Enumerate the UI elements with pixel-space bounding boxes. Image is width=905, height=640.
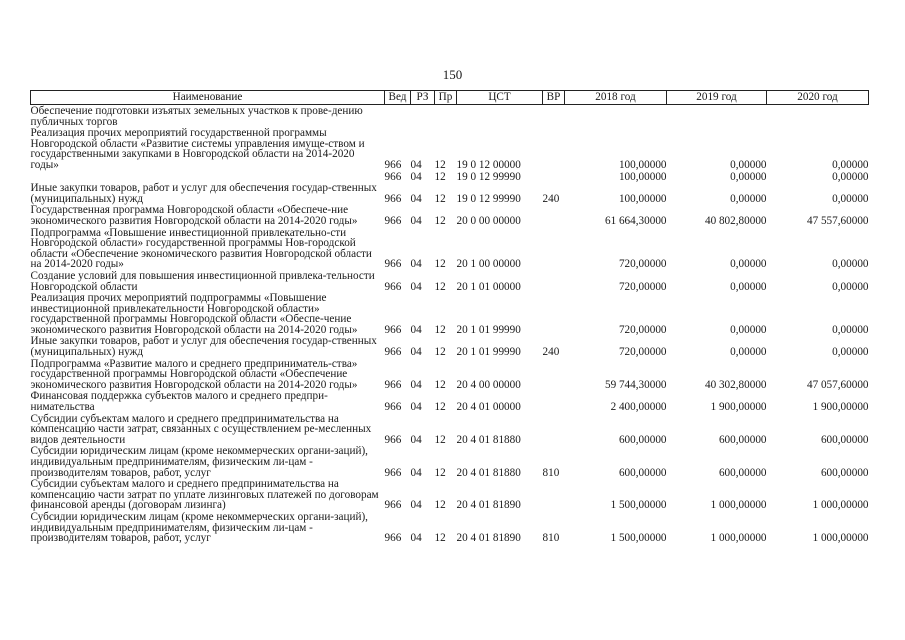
row-2019: 0,00000 [730, 158, 767, 171]
row-pr: 12 [434, 378, 446, 391]
row-2019: 600,00000 [718, 433, 767, 446]
row-rz: 04 [410, 214, 422, 227]
row-name: Реализация прочих мероприятий подпрограммы «Повышение инвестиционной привлекательности Новгородской области» государственной программы Новгородской области «Обеспе-чение экономического развития Новгородской области на 2014-2020 годы» [30, 292, 358, 336]
row-2019: 0,00000 [730, 323, 767, 336]
row-pr: 12 [434, 433, 446, 446]
header-2019: 2019 год [667, 91, 767, 105]
row-vr [543, 292, 565, 335]
row-2019 [667, 105, 767, 128]
table-row [31, 511, 869, 544]
row-2018: 600,00000 [618, 466, 667, 479]
row-name: Реализация прочих мероприятий государственной программы Новгородской области «Развитие системы управления имуще-ством и государственными закупками в Новгородской области на 2014-2020 годы» [30, 127, 365, 171]
row-2020: 47 557,60000 [806, 214, 869, 227]
row-rz: 04 [410, 378, 422, 391]
row-2020: 0,00000 [832, 346, 869, 359]
row-cst: 20 0 00 00000 [456, 214, 521, 227]
row-pr: 12 [434, 532, 446, 545]
row-2020: 0,00000 [832, 170, 869, 183]
row-pr: 12 [434, 158, 446, 171]
row-vr [543, 270, 565, 292]
table-row [31, 335, 869, 357]
row-name: Субсидии субъектам малого и среднего предпринимательства на компенсацию части затрат, связанных с осуществлением ре-месленных видов деятельности [30, 412, 372, 446]
row-name: Иные закупки товаров, работ и услуг для обеспечения государ-ственных (муниципальных) нужд [30, 182, 377, 205]
row-pr: 12 [434, 323, 446, 336]
row-rz [411, 105, 435, 128]
row-ved: 966 [384, 532, 402, 545]
row-2020: 0,00000 [832, 323, 869, 336]
row-cst: 20 1 00 00000 [456, 258, 521, 271]
row-2018: 720,00000 [618, 323, 667, 336]
row-rz: 04 [410, 258, 422, 271]
table-row [31, 171, 869, 183]
row-2018: 720,00000 [618, 280, 667, 293]
row-rz: 04 [410, 170, 422, 183]
row-2020: 0,00000 [832, 158, 869, 171]
table-row [31, 182, 869, 204]
row-vr [543, 204, 565, 226]
row-rz: 04 [410, 346, 422, 359]
row-2018: 600,00000 [618, 433, 667, 446]
row-vr: 240 [542, 192, 560, 205]
row-2018: 1 500,00000 [610, 499, 667, 512]
row-rz: 04 [410, 532, 422, 545]
row-pr: 12 [434, 346, 446, 359]
row-2019: 40 802,80000 [704, 214, 767, 227]
header-cst: ЦСТ [457, 91, 543, 105]
table-body [31, 105, 869, 544]
header-vr: ВР [543, 91, 565, 105]
row-rz: 04 [410, 192, 422, 205]
row-2019: 1 000,00000 [710, 532, 767, 545]
row-2020: 0,00000 [832, 192, 869, 205]
header-2020: 2020 год [767, 91, 869, 105]
row-name: Государственная программа Новгородской области «Обеспече-ние экономического развития Новгородской области на 2014-2020 годы» [30, 204, 358, 227]
table-row [31, 390, 869, 412]
row-ved: 966 [384, 378, 402, 391]
row-cst: 20 4 01 81880 [456, 466, 521, 479]
row-cst [457, 105, 543, 128]
row-2019: 0,00000 [730, 170, 767, 183]
row-cst: 20 4 01 81890 [456, 499, 521, 512]
row-cst: 20 1 01 00000 [456, 280, 521, 293]
row-ved: 966 [384, 170, 402, 183]
row-2020: 1 900,00000 [812, 401, 869, 414]
page-number: 150 [442, 67, 463, 82]
row-cst: 20 4 01 00000 [456, 401, 521, 414]
table-header-row [31, 91, 869, 105]
row-name: Субсидии юридическим лицам (кроме некоммерческих органи-заций), индивидуальным предпринимателям, физическим ли-цам - производителям товаров, работ, услуг [30, 445, 368, 479]
row-2019: 1 000,00000 [710, 499, 767, 512]
header-name: Наименование [31, 91, 385, 105]
row-ved: 966 [384, 214, 402, 227]
header-rz: РЗ [411, 91, 435, 105]
table-row [31, 445, 869, 478]
row-pr: 12 [434, 466, 446, 479]
row-vr [543, 171, 565, 183]
row-rz: 04 [410, 280, 422, 293]
row-vr [543, 413, 565, 446]
table-row [31, 292, 869, 335]
row-ved: 966 [384, 401, 402, 414]
row-cst: 20 1 01 99990 [456, 346, 521, 359]
row-name [31, 171, 385, 183]
row-2018: 100,00000 [618, 170, 667, 183]
row-vr: 240 [542, 346, 560, 359]
row-2018: 720,00000 [618, 258, 667, 271]
row-cst: 20 1 01 99990 [456, 323, 521, 336]
row-ved: 966 [384, 192, 402, 205]
row-rz: 04 [410, 499, 422, 512]
row-cst: 20 4 00 00000 [456, 378, 521, 391]
row-rz: 04 [410, 323, 422, 336]
row-2018: 1 500,00000 [610, 532, 667, 545]
row-vr [543, 127, 565, 170]
row-2020: 47 057,60000 [806, 378, 869, 391]
row-cst: 19 0 12 99990 [456, 170, 521, 183]
row-rz: 04 [410, 466, 422, 479]
row-ved: 966 [384, 323, 402, 336]
row-2019: 0,00000 [730, 258, 767, 271]
row-name: Иные закупки товаров, работ и услуг для обеспечения государ-ственных (муниципальных) нужд [30, 335, 377, 359]
row-2018: 100,00000 [618, 158, 667, 171]
budget-table [30, 90, 869, 544]
row-ved: 966 [384, 346, 402, 359]
row-cst: 20 4 01 81890 [456, 532, 521, 545]
row-2019: 1 900,00000 [710, 401, 767, 414]
row-2020: 1 000,00000 [812, 532, 869, 545]
row-2020: 600,00000 [820, 433, 869, 446]
row-pr: 12 [434, 280, 446, 293]
row-pr: 12 [434, 192, 446, 205]
row-2019: 0,00000 [730, 280, 767, 293]
row-cst: 19 0 12 99990 [456, 192, 521, 205]
row-2018: 59 744,30000 [604, 378, 667, 391]
row-name: Финансовая поддержка субъектов малого и среднего предпри-нимательства [30, 390, 328, 414]
row-pr: 12 [434, 170, 446, 183]
table-row [31, 358, 869, 391]
row-vr: 810 [542, 532, 560, 545]
row-name: Создание условий для повышения инвестиционной привлека-тельности Новгородской области [30, 269, 375, 293]
row-name: Субсидии субъектам малого и среднего предпринимательства на компенсацию части затрат по уплате лизинговых платежей по договорам финансовой аренды (договорам лизинга) [30, 478, 379, 512]
row-2020: 0,00000 [832, 280, 869, 293]
row-2019: 600,00000 [718, 466, 767, 479]
row-cst: 20 4 01 81880 [456, 433, 521, 446]
row-pr: 12 [434, 499, 446, 512]
row-2018: 100,00000 [618, 192, 667, 205]
row-vr [543, 478, 565, 511]
row-pr: 12 [434, 401, 446, 414]
row-ved: 966 [384, 466, 402, 479]
row-ved: 966 [384, 258, 402, 271]
row-pr [435, 105, 457, 128]
row-vr [543, 105, 565, 128]
table-row [31, 227, 869, 270]
row-pr: 12 [434, 258, 446, 271]
row-vr: 810 [542, 466, 560, 479]
table-row [31, 127, 869, 170]
row-2018: 2 400,00000 [610, 401, 667, 414]
table-row [31, 478, 869, 511]
row-name: Субсидии юридическим лицам (кроме некоммерческих органи-заций), индивидуальным предпринимателям, физическим ли-цам - производителям товаров, работ, услуг [30, 510, 368, 545]
row-2018 [565, 105, 667, 128]
row-vr [543, 358, 565, 391]
table-row [31, 204, 869, 226]
row-2020 [767, 105, 869, 128]
row-2020: 0,00000 [832, 258, 869, 271]
header-2018: 2018 год [565, 91, 667, 105]
row-rz: 04 [410, 158, 422, 171]
row-pr: 12 [434, 214, 446, 227]
table-row [31, 413, 869, 446]
row-name: Подпрограмма «Повышение инвестиционной привлекательно-сти Новгородской области» государственной программы Нов-городской области «Обеспечение экономического развития Новгородской области на 2014-2020 годы» [30, 226, 372, 271]
row-rz: 04 [410, 433, 422, 446]
row-ved: 966 [384, 433, 402, 446]
row-2018: 720,00000 [618, 346, 667, 359]
row-vr [543, 227, 565, 270]
row-name: Обеспечение подготовки изъятых земельных участков к прове-дению публичных торгов [30, 105, 363, 128]
row-cst: 19 0 12 00000 [456, 158, 521, 171]
row-2019: 0,00000 [730, 192, 767, 205]
row-rz: 04 [410, 401, 422, 414]
row-2020: 600,00000 [820, 466, 869, 479]
row-ved: 966 [384, 499, 402, 512]
row-2018: 61 664,30000 [604, 214, 667, 227]
table-row [31, 105, 869, 128]
row-ved: 966 [384, 280, 402, 293]
row-name: Подпрограмма «Развитие малого и среднего предприниматель-ства» государственной программы Новгородской области «Обеспечение экономического развития Новгородской области на 2014-2020 годы» [30, 357, 358, 391]
row-vr [543, 390, 565, 412]
row-2019: 0,00000 [730, 346, 767, 359]
table-row [31, 270, 869, 292]
row-ved: 966 [384, 158, 402, 171]
row-2019: 40 302,80000 [704, 378, 767, 391]
row-ved [385, 105, 411, 128]
header-pr: Пр [435, 91, 457, 105]
header-ved: Вед [385, 91, 411, 105]
row-2020: 1 000,00000 [812, 499, 869, 512]
